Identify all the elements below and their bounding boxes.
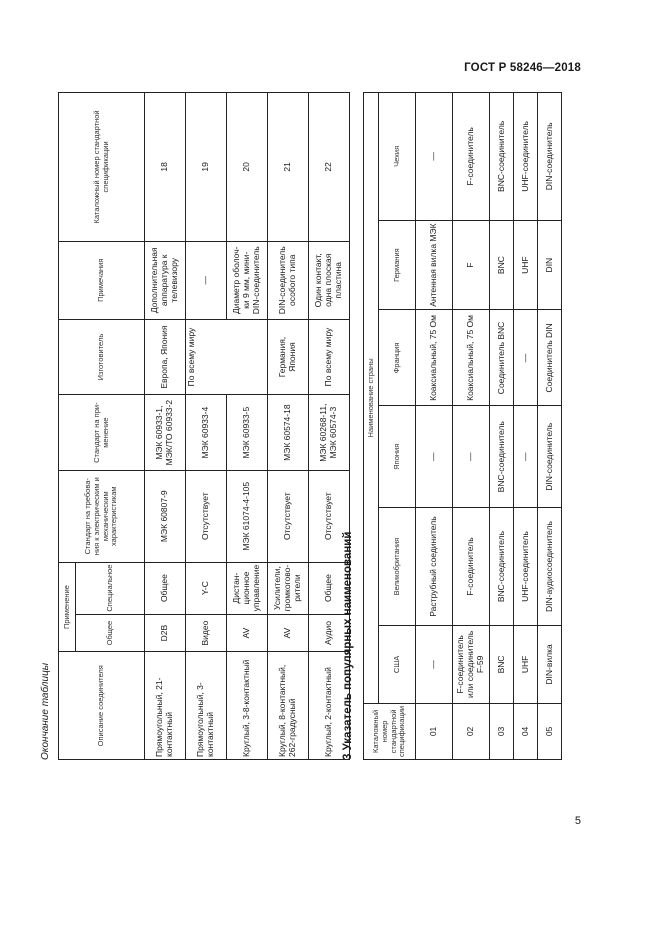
cell-usa: DIN-вилка: [538, 625, 562, 703]
table-row: [268, 93, 309, 760]
cell-notes: DIN-соединитель особого типа: [268, 241, 309, 319]
cell-notes: —: [186, 241, 227, 319]
cell-notes: Диаметр оболоч-ки 9 мм, мини-DIN-соединитель: [227, 241, 268, 319]
page-number: 5: [574, 815, 581, 827]
table-row: [416, 93, 453, 760]
cell-std-req: МЭК 61074-4-105: [227, 470, 268, 562]
cell-germany: BNC: [490, 220, 514, 310]
cell-catalog: 19: [186, 93, 227, 242]
header-general: Общее: [76, 614, 145, 652]
cell-std-req: Отсутствует: [309, 470, 350, 562]
cell-usa: —: [416, 625, 453, 703]
section-title: 3 Указатель популярных наименований: [342, 531, 354, 760]
cell-uk: BNC-соединитель: [490, 508, 514, 626]
header-country-names: Наименование страны: [364, 93, 379, 704]
cell-notes: Один контакт, одна плоская пластина: [309, 241, 350, 319]
cell-description: Круглый, 3-8-контактный: [227, 652, 268, 760]
cell-uk: DIN-аудиосоединитель: [538, 508, 562, 626]
cell-special: Усилители, громкогово-рители: [268, 562, 309, 614]
cell-manufacturer: Европа, Япония: [145, 319, 186, 395]
cell-usa: UHF: [514, 625, 538, 703]
cell-special: Дистан-ционное управление: [227, 562, 268, 614]
cell-netherlands: —: [416, 93, 453, 221]
cell-std-app: МЭК 60933-4: [186, 395, 227, 471]
cell-germany: F: [453, 220, 490, 310]
header-std-app: Стандарт на при-менение: [59, 395, 145, 471]
cell-japan: BNC-соединитель: [490, 406, 514, 508]
table-row: [453, 93, 490, 760]
cell-catalog: 22: [309, 93, 350, 242]
header-germany: Германия: [379, 220, 416, 310]
cell-catalog: 21: [268, 93, 309, 242]
cell-netherlands: BNC-соединитель: [490, 93, 514, 221]
cell-catalog: 01: [416, 703, 453, 759]
cell-std-app: МЭК 60268-11, МЭК 60574-3: [309, 395, 350, 471]
cell-catalog: 05: [538, 703, 562, 759]
cell-description: Круглый, 8-контактный, 262-градусный: [268, 652, 309, 760]
cell-uk: Раструбный соединитель: [416, 508, 453, 626]
table-row: [186, 93, 227, 760]
header-catalog: Каталожный номер стандартной спецификации: [59, 93, 145, 242]
cell-description: Прямоугольный, 3-контактный: [186, 652, 227, 760]
cell-std-req: МЭК 60807-9: [145, 470, 186, 562]
cell-notes: Дополнительная аппаратура к телевизору: [145, 241, 186, 319]
cell-description: Прямоугольный, 21-контактный: [145, 652, 186, 760]
cell-france: Соединитель DIN: [538, 310, 562, 406]
cell-japan: DIN-соединитель: [538, 406, 562, 508]
cell-description: Круглый, 2-контактный: [309, 652, 350, 760]
cell-special: Общее: [309, 562, 350, 614]
cell-france: Соединитель BNC: [490, 310, 514, 406]
cell-general: Видео: [186, 614, 227, 652]
header-usa: США: [379, 625, 416, 703]
cell-france: Коаксиальный, 75 Ом: [453, 310, 490, 406]
cell-france: —: [514, 310, 538, 406]
cell-netherlands: UHF-соединитель: [514, 93, 538, 221]
table-row: [227, 93, 268, 760]
cell-general: AV: [227, 614, 268, 652]
cell-std-app: МЭК 60933-5: [227, 395, 268, 471]
header-notes: Примечания: [59, 241, 145, 319]
cell-uk: F-соединитель: [453, 508, 490, 626]
cell-std-req: Отсутствует: [186, 470, 227, 562]
cell-japan: —: [416, 406, 453, 508]
header-netherlands: Чехия: [379, 93, 416, 221]
cell-std-req: Отсутствует: [268, 470, 309, 562]
cell-netherlands: DIN-соединитель: [538, 93, 562, 221]
cell-general: Аудио: [309, 614, 350, 652]
header-std-req: Стандарт на требова-ния к электрическим и механическим характеристикам: [59, 470, 145, 562]
connector-table: [58, 92, 350, 760]
cell-general: D2B: [145, 614, 186, 652]
table-caption: Окончание таблицы: [40, 662, 51, 760]
cell-special: Общее: [145, 562, 186, 614]
cell-catalog: 20: [227, 93, 268, 242]
cell-std-app: МЭК 60574-18: [268, 395, 309, 471]
cell-manufacturer: По всему миру: [309, 319, 350, 395]
header-manufacturer: Изготовитель: [59, 319, 145, 395]
header-special: Специальное: [76, 562, 145, 614]
cell-catalog: 04: [514, 703, 538, 759]
cell-usa: F-соединитель или соединитель F-59: [453, 625, 490, 703]
cell-std-app: МЭК 60933-1, МЭК/ТО 60933-2: [145, 395, 186, 471]
cell-manufacturer: По всему миру: [186, 319, 268, 395]
cell-special: Y-C: [186, 562, 227, 614]
cell-uk: UHF-соединитель: [514, 508, 538, 626]
cell-catalog: 02: [453, 703, 490, 759]
popular-names-table: [363, 92, 562, 760]
cell-general: AV: [268, 614, 309, 652]
cell-france: Коаксиальный, 75 Ом: [416, 310, 453, 406]
cell-japan: —: [453, 406, 490, 508]
header-france: Франция: [379, 310, 416, 406]
cell-catalog: 18: [145, 93, 186, 242]
header-japan: Япония: [379, 406, 416, 508]
header-description: Описание соединителя: [59, 652, 145, 760]
cell-germany: UHF: [514, 220, 538, 310]
document-id-header: ГОСТ Р 58246—2018: [464, 62, 581, 74]
cell-usa: BNC: [490, 625, 514, 703]
table-row: [538, 93, 562, 760]
cell-japan: —: [514, 406, 538, 508]
table-row: [490, 93, 514, 760]
table-row: [514, 93, 538, 760]
cell-germany: DIN: [538, 220, 562, 310]
header-application: Применение: [59, 562, 76, 652]
table-row: [145, 93, 186, 760]
cell-manufacturer: Германия, Япония: [268, 319, 309, 395]
cell-germany: Антенная вилка МЭК: [416, 220, 453, 310]
rotated-content: [40, 80, 565, 760]
header-uk: Великобритания: [379, 508, 416, 626]
header-catalog: Каталожный номер стандартной спецификации: [364, 703, 416, 759]
cell-netherlands: F-соединитель: [453, 93, 490, 221]
cell-catalog: 03: [490, 703, 514, 759]
